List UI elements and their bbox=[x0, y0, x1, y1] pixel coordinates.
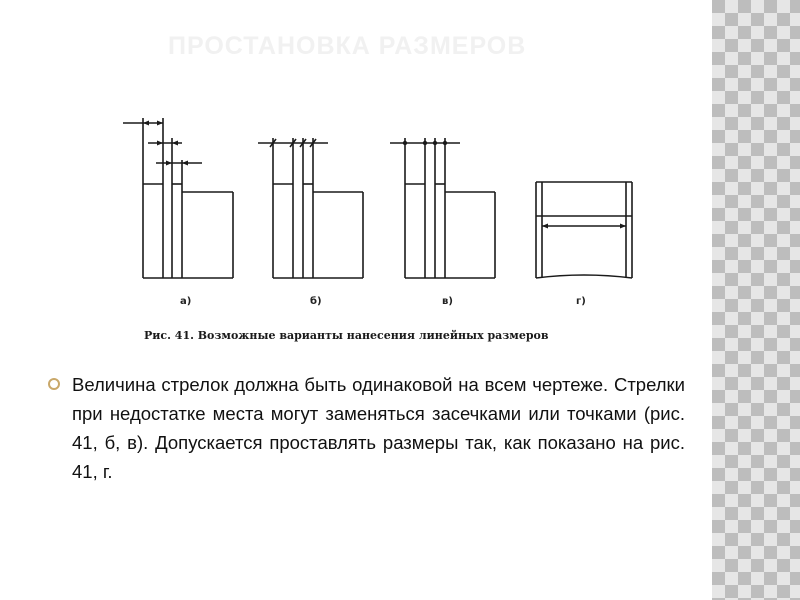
technical-drawing-figure bbox=[118, 108, 648, 348]
figure-label-g: г) bbox=[576, 296, 586, 307]
slide-title: ПРОСТАНОВКА РАЗМЕРОВ bbox=[168, 32, 527, 60]
variant-a-drawing bbox=[123, 118, 233, 278]
variant-g-drawing bbox=[536, 182, 632, 278]
figure-label-b: б) bbox=[310, 296, 322, 307]
body-paragraph: Величина стрелок должна быть одинаковой на всем чертеже. Стрелки при недостатке места могут заменяться засечками или точками (рис. 41, б, в). Допускается проставлять размеры так, как показано на рис. 41, г. bbox=[72, 374, 685, 482]
drawing-variants bbox=[118, 108, 648, 348]
figure-label-v: в) bbox=[442, 296, 453, 307]
decorative-side-pattern bbox=[712, 0, 800, 600]
bullet-icon bbox=[48, 378, 60, 390]
variant-b-drawing bbox=[258, 138, 363, 278]
figure-label-a: а) bbox=[180, 296, 192, 307]
figure-caption: Рис. 41. Возможные варианты нанесения линейных размеров bbox=[144, 329, 549, 342]
variant-v-drawing bbox=[390, 138, 495, 278]
